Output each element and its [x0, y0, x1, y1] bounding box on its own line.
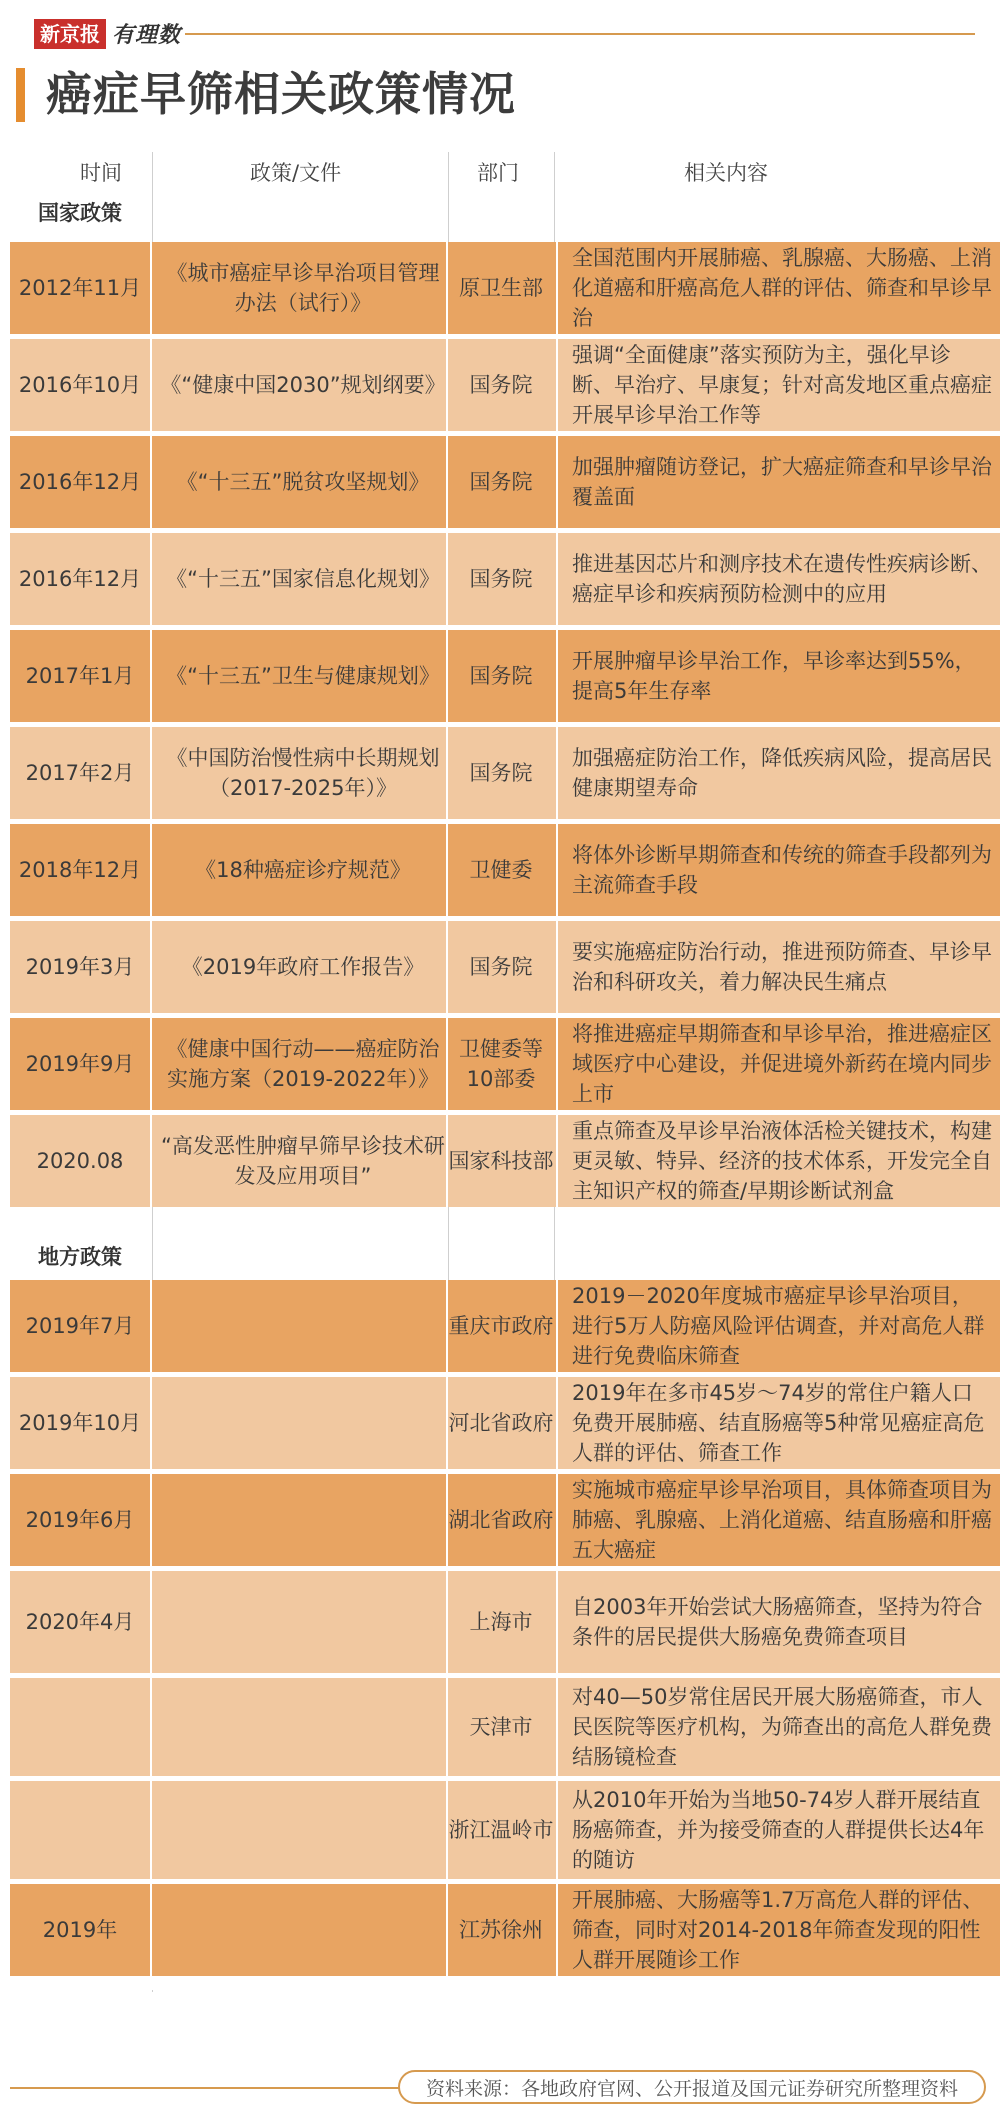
cell-separator [446, 1115, 448, 1207]
cell-separator [150, 242, 152, 334]
cell-separator [556, 1678, 558, 1776]
row-content: 重点筛查及早诊早治液体活检关键技术，构建更灵敏、特异、经济的技术体系，开发完全自主知识产权的筛查/早期诊断试剂盒 [572, 1119, 992, 1203]
row-time: 2016年12月 [18, 567, 142, 591]
row-time: 2019年10月 [18, 1411, 142, 1435]
cell-separator [446, 921, 448, 1013]
row-time [10, 1678, 150, 1776]
row-policy: 《“十三五”国家信息化规划》 [166, 567, 440, 591]
table-row [10, 921, 1000, 1013]
row-dept: 湖北省政府 [448, 1508, 554, 1532]
table-row [10, 824, 1000, 916]
page-title: 癌症早筛相关政策情况 [46, 67, 516, 121]
cell-separator [446, 1280, 448, 1372]
row-time: 2019年3月 [25, 955, 135, 979]
row-content: 自2003年开始尝试大肠癌筛查，坚持为符合条件的居民提供大肠癌免费筛查项目 [572, 1595, 983, 1649]
cell-separator [446, 630, 448, 722]
row-time: 2019年9月 [25, 1052, 135, 1076]
cell-separator [150, 1377, 152, 1469]
column-divider [152, 1205, 153, 1280]
table-row [10, 339, 1000, 431]
cell-separator [556, 436, 558, 528]
row-content: 实施城市癌症早诊早治项目，具体筛查项目为肺癌、乳腺癌、上消化道癌、结直肠癌和肝癌五大癌症 [572, 1478, 992, 1562]
row-content: 2019－2020年度城市癌症早诊早治项目，进行5万人防癌风险评估调查，并对高危人群进行免费临床筛查 [572, 1284, 985, 1368]
row-content: 加强癌症防治工作，降低疾病风险，提高居民健康期望寿命 [572, 746, 992, 800]
column-header-dept: 部门 [477, 161, 519, 185]
row-content: 加强肿瘤随访登记，扩大癌症筛查和早诊早治覆盖面 [572, 455, 992, 509]
cell-separator [150, 630, 152, 722]
cell-separator [150, 727, 152, 819]
column-header-content: 相关内容 [684, 161, 768, 185]
row-dept: 原卫生部 [459, 276, 543, 300]
bottom-divider [10, 2087, 400, 2089]
column-divider [554, 152, 555, 242]
logo [34, 18, 181, 49]
logo-main: 新京报 [34, 19, 106, 49]
row-time: 2017年2月 [25, 761, 135, 785]
cell-separator [150, 339, 152, 431]
cell-separator [446, 436, 448, 528]
source-note: 资料来源：各地政府官网、公开报道及国元证券研究所整理资料 [398, 2070, 986, 2104]
cell-separator [446, 1474, 448, 1566]
cell-separator [446, 1571, 448, 1673]
cell-separator [150, 533, 152, 625]
row-dept: 国家科技部 [448, 1149, 554, 1173]
row-dept: 国务院 [469, 470, 533, 494]
row-time: 2016年12月 [18, 470, 142, 494]
table-row [10, 630, 1000, 722]
cell-separator [150, 1280, 152, 1372]
row-policy [152, 1474, 454, 1566]
cell-separator [446, 1884, 448, 1976]
row-time: 2019年6月 [25, 1508, 135, 1532]
row-content: 要实施癌症防治行动，推进预防筛查、早诊早治和科研攻关，着力解决民生痛点 [572, 940, 992, 994]
row-policy [152, 1571, 454, 1673]
table-row [10, 1678, 1000, 1776]
cell-separator [446, 1377, 448, 1469]
row-time: 2019年 [42, 1918, 118, 1942]
cell-separator [150, 436, 152, 528]
row-content: 全国范围内开展肺癌、乳腺癌、大肠癌、上消化道癌和肝癌高危人群的评估、筛查和早诊早治 [572, 246, 992, 330]
column-divider [448, 1205, 449, 1280]
column-divider [554, 1205, 555, 1280]
row-policy: 《健康中国行动——癌症防治实施方案（2019-2022年）》 [166, 1037, 440, 1091]
row-policy [152, 1781, 454, 1879]
column-divider [152, 1990, 153, 1992]
row-policy [152, 1678, 454, 1776]
row-dept: 浙江温岭市 [448, 1818, 554, 1842]
cell-separator [556, 1018, 558, 1110]
column-divider [152, 152, 153, 242]
row-dept: 国务院 [469, 373, 533, 397]
column-header-time: 时间 [80, 161, 122, 185]
cell-separator [556, 727, 558, 819]
table-row [10, 1571, 1000, 1673]
cell-separator [556, 824, 558, 916]
table-row [10, 1280, 1000, 1372]
section-label-local: 地方政策 [38, 1245, 122, 1269]
table-row [10, 1018, 1000, 1110]
cell-separator [446, 339, 448, 431]
cell-separator [556, 1571, 558, 1673]
row-content: 将推进癌症早期筛查和早诊早治，推进癌症区域医疗中心建设，并促进境外新药在境内同步上市 [572, 1022, 992, 1106]
table-row [10, 1115, 1000, 1207]
cell-separator [446, 533, 448, 625]
row-time: 2020.08 [36, 1149, 124, 1173]
cell-separator [556, 533, 558, 625]
cell-separator [556, 242, 558, 334]
row-content: 开展肿瘤早诊早治工作，早诊率达到55%，提高5年生存率 [572, 649, 976, 703]
cell-separator [446, 242, 448, 334]
cell-separator [446, 1781, 448, 1879]
cell-separator [150, 1571, 152, 1673]
row-dept: 国务院 [469, 664, 533, 688]
table-row [10, 727, 1000, 819]
row-dept: 上海市 [469, 1610, 533, 1634]
row-time: 2019年7月 [25, 1314, 135, 1338]
cell-separator [556, 1377, 558, 1469]
cell-separator [150, 1018, 152, 1110]
column-divider [448, 152, 449, 242]
cell-separator [556, 339, 558, 431]
table-row [10, 533, 1000, 625]
row-dept: 国务院 [469, 567, 533, 591]
title-accent-bar [16, 68, 25, 122]
cell-separator [556, 1781, 558, 1879]
section-label-national: 国家政策 [38, 201, 122, 225]
cell-separator [446, 1678, 448, 1776]
row-dept: 天津市 [469, 1715, 533, 1739]
cell-separator [150, 1474, 152, 1566]
column-header-policy: 政策/文件 [250, 161, 342, 185]
header [0, 0, 1000, 140]
row-content: 强调“全面健康”落实预防为主，强化早诊断、早治疗、早康复；针对高发地区重点癌症开展早诊早治工作等 [572, 343, 992, 427]
row-content: 2019年在多市45岁～74岁的常住户籍人口免费开展肺癌、结直肠癌等5种常见癌症高危人群的评估、筛查工作 [572, 1381, 985, 1465]
cell-separator [446, 824, 448, 916]
table-row [10, 436, 1000, 528]
row-time: 2016年10月 [18, 373, 142, 397]
row-content: 将体外诊断早期筛查和传统的筛查手段都列为主流筛查手段 [572, 843, 992, 897]
top-divider [185, 33, 975, 35]
table-row [10, 242, 1000, 334]
cell-separator [556, 921, 558, 1013]
cell-separator [150, 1115, 152, 1207]
row-content: 推进基因芯片和测序技术在遗传性疾病诊断、癌症早诊和疾病预防检测中的应用 [572, 552, 992, 606]
row-content: 开展肺癌、大肠癌等1.7万高危人群的评估、筛查，同时对2014-2018年筛查发现的阳性人群开展随诊工作 [572, 1888, 984, 1972]
cell-separator [446, 1018, 448, 1110]
cell-separator [556, 1474, 558, 1566]
row-dept: 卫健委 [469, 858, 533, 882]
cell-separator [150, 824, 152, 916]
logo-sub: 有理数 [112, 22, 182, 48]
row-time: 2020年4月 [25, 1610, 135, 1634]
row-policy [152, 1377, 454, 1469]
row-policy: 《18种癌症诊疗规范》 [195, 858, 411, 882]
row-dept: 卫健委等10部委 [459, 1037, 543, 1091]
row-policy: 《“十三五”卫生与健康规划》 [166, 664, 440, 688]
cell-separator [556, 1115, 558, 1207]
cell-separator [556, 1280, 558, 1372]
row-time: 2017年1月 [25, 664, 135, 688]
table-row [10, 1781, 1000, 1879]
cell-separator [556, 630, 558, 722]
table-row [10, 1884, 1000, 1976]
row-dept: 河北省政府 [448, 1411, 554, 1435]
cell-separator [150, 1678, 152, 1776]
row-content: 从2010年开始为当地50-74岁人群开展结直肠癌筛查，并为接受筛查的人群提供长达4年的随访 [572, 1788, 985, 1872]
row-policy: 《中国防治慢性病中长期规划（2017-2025年）》 [166, 746, 440, 800]
row-time: 2018年12月 [18, 858, 142, 882]
cell-separator [446, 727, 448, 819]
row-dept: 江苏徐州 [459, 1918, 543, 1942]
table-row [10, 1377, 1000, 1469]
cell-separator [150, 1781, 152, 1879]
row-policy [152, 1280, 454, 1372]
cell-separator [556, 1884, 558, 1976]
row-time: 2012年11月 [18, 276, 142, 300]
table-row [10, 1474, 1000, 1566]
row-time [10, 1781, 150, 1879]
row-dept: 重庆市政府 [448, 1314, 554, 1338]
cell-separator [150, 1884, 152, 1976]
row-policy [152, 1884, 454, 1976]
cell-separator [150, 921, 152, 1013]
row-policy: 《城市癌症早诊早治项目管理办法（试行）》 [166, 261, 440, 315]
row-policy: 《“十三五”脱贫攻坚规划》 [176, 470, 430, 494]
row-dept: 国务院 [469, 955, 533, 979]
row-policy: “高发恶性肿瘤早筛早诊技术研发及应用项目” [161, 1134, 445, 1188]
row-policy: 《2019年政府工作报告》 [181, 955, 425, 979]
row-policy: 《“健康中国2030”规划纲要》 [160, 373, 446, 397]
row-dept: 国务院 [469, 761, 533, 785]
row-content: 对40—50岁常住居民开展大肠癌筛查，市人民医院等医疗机构，为筛查出的高危人群免费结肠镜检查 [572, 1685, 992, 1769]
